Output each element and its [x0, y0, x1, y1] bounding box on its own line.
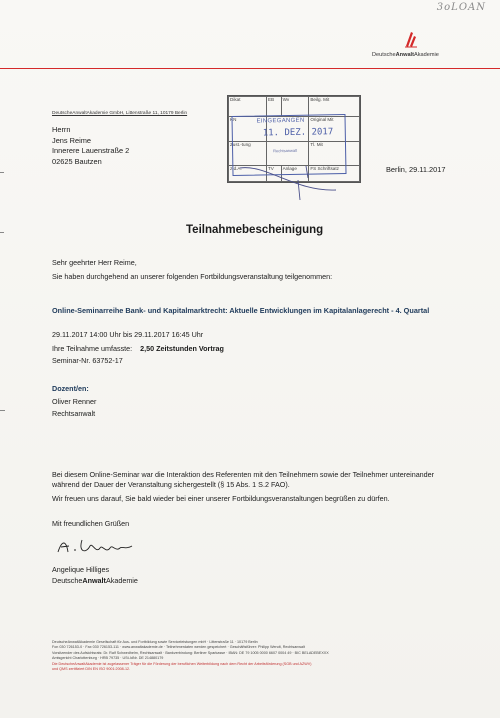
event-dates: 29.11.2017 14:00 Uhr bis 29.11.2017 16:45 Uhr	[52, 330, 204, 339]
stamp-cell: Dikat	[229, 97, 267, 117]
page-title: Teilnahmebescheinigung	[186, 224, 324, 236]
recipient-line: Innerere Lauenstraße 2	[52, 146, 130, 156]
fold-mark	[0, 172, 4, 173]
signature-icon	[56, 536, 136, 558]
stamp-cell: Original Mit	[309, 117, 360, 141]
fold-mark	[0, 410, 5, 411]
fold-mark	[0, 232, 4, 233]
footer	[52, 640, 472, 672]
interaction-paragraph: Bei diesem Online-Seminar war die Interaktion des Referenten mit den Teilnehmern sowie der Teilnehmer untereinander während der Dauer der Veranstaltung sichergestellt (§ 15 Abs. 1 S.2 FAO).	[52, 470, 435, 489]
stamp-cell: EB	[266, 97, 281, 117]
lecturer-heading: Dozent/en:	[52, 384, 89, 393]
received-firm: Rechtsanwalt	[273, 147, 298, 154]
received-date: 11. DEZ. 2017	[262, 127, 334, 139]
course-title: Online-Seminarreihe Bank- und Kapitalmarktrecht: Aktuelle Entwicklungen im Kapitalanlagerecht - 4. Quartal	[52, 306, 430, 315]
participation-value: 2,50 Zeitstunden Vortrag	[140, 344, 224, 353]
intro-text: Sie haben durchgehend an unserer folgenden Fortbildungsveranstaltung teilgenommen:	[52, 272, 333, 281]
handwritten-scribble-icon	[236, 162, 346, 202]
stamp-cell: Zust.-tung	[229, 141, 267, 165]
place-date: Berlin, 29.11.2017	[386, 165, 446, 174]
footer-line: und QMS zertifiziert DIN EN ISO 9001:2008-12.	[52, 667, 131, 672]
stamp-cell: Anlage	[281, 165, 309, 181]
stamp-cell: KN	[229, 117, 267, 141]
recipient-line: Jens Reime	[52, 135, 92, 145]
footer-line: Amtsgericht Charlottenburg · HRB 79735 · USt-IdNr. DE 214880179	[52, 656, 164, 661]
stamp-cell: z.d.A.	[229, 165, 267, 181]
sender-line: DeutscheAnwaltAkademie GmbH, Littenstraße 11, 10179 Berlin	[52, 111, 188, 116]
stamp-cell: Wv	[281, 97, 309, 117]
brand-wordmark: DeutscheAnwaltAkademie	[372, 52, 439, 58]
footer-line: Fon 030 726153-0 · Fax 030 726153-111 · www.anwaltakademie.de · Teilnehmerdaten werden gespeichert · Geschäftsführer: Philipp Wendt, Rechtsanwalt	[52, 645, 305, 650]
brand-logo-icon	[404, 30, 418, 48]
recipient-address	[52, 125, 129, 167]
closing-phrase: Mit freundlichen Grüßen	[52, 519, 130, 528]
header-rule	[0, 68, 500, 69]
lecturer-name: Oliver Renner	[52, 397, 97, 406]
stamp-cell: TV	[266, 165, 281, 181]
signer-name: Angelique Hilliges	[52, 565, 110, 574]
recipient-line: 02625 Bautzen	[52, 156, 102, 166]
greeting: Sehr geehrter Herr Reime,	[52, 258, 137, 267]
participation-label: Ihre Teilnahme umfasste:	[52, 344, 133, 353]
closing-paragraph: Wir freuen uns darauf, Sie bald wieder bei einer unserer Fortbildungsveranstaltungen begrüßen zu dürfen.	[52, 494, 390, 503]
recipient-line: Herrn	[52, 125, 71, 134]
signer-organization: DeutscheAnwaltAkademie	[52, 576, 138, 585]
handwritten-note: 3oLOAN	[436, 2, 486, 13]
footer-line: Die DeutscheAnwaltAkademie ist zugelassener Träger für die Förderung der beruflichen Weiterbildung nach dem Recht der Arbeitsförderung (SGB und AZWV)	[52, 661, 312, 666]
stamp-cell: Beilg. Mit	[309, 97, 360, 117]
footer-line: DeutscheAnwaltAkademie Gesellschaft für Aus- und Fortbildung sowie Serviceleistungen mbH · Littenstraße 11 · 10179 Berlin	[52, 640, 258, 644]
footer-line: Vorsitzender des Aufsichtsrats: Dr. Ralf Schwedhelm, Rechtsanwalt · Bankverbindung: Berliner Sparkasse · IBAN: DE 79 1005 0000 6607 0004 49 · BIC BELADEBEXXX	[52, 650, 329, 655]
received-label: EINGEGANGEN	[256, 117, 305, 125]
lecturer-role: Rechtsanwalt	[52, 409, 96, 418]
seminar-number: Seminar-Nr. 63752-17	[52, 356, 123, 365]
stamp-cell: FS Schriftsatz	[309, 165, 360, 181]
stamp-cell: Tl. Mit	[309, 141, 360, 165]
participation-scope	[52, 344, 224, 354]
